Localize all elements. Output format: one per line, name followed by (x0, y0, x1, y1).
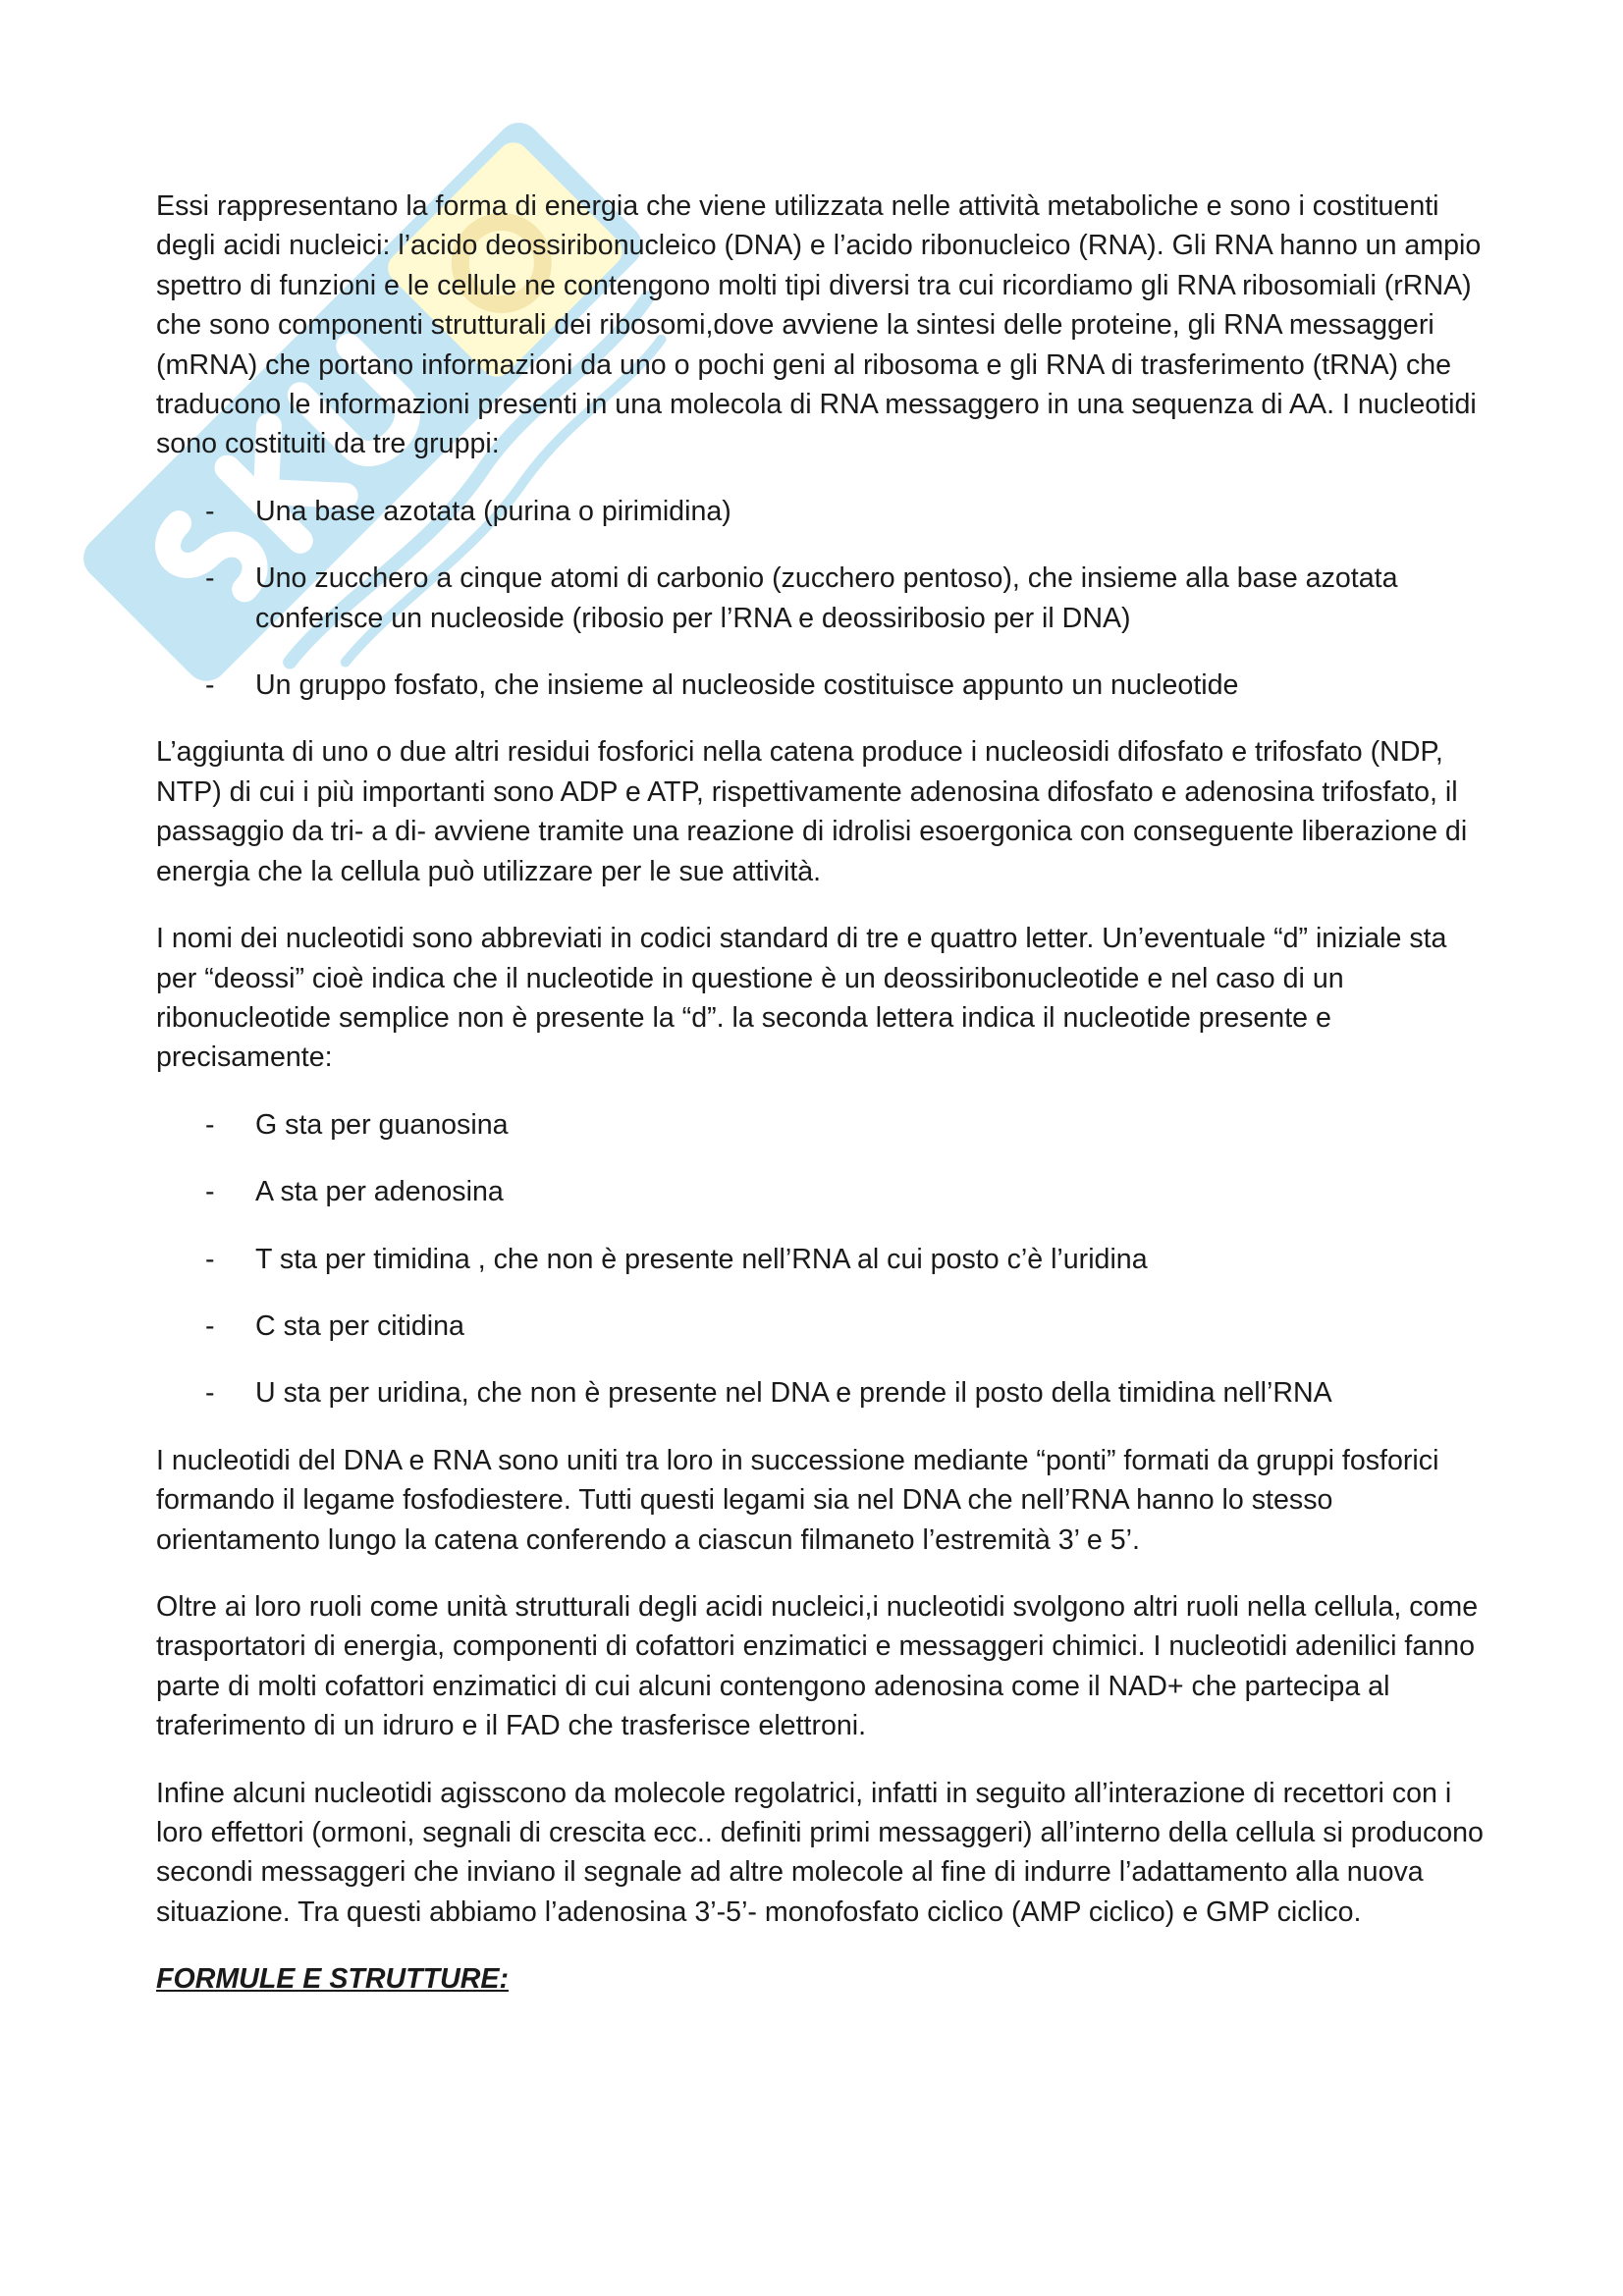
intro-paragraph: Essi rappresentano la forma di energia che viene utilizzata nelle attività metaboliche e sono i costituenti degli acidi nucleici: l’acido deossiribonucleico (DNA) e l’acido ribonucleico (RNA). Gli RNA hanno un ampio spettro di funzioni e le cellule ne contengono molti tipi diversi tra cui ricordiamo gli RNA ribosomiali (rRNA) che sono componenti strutturali dei ribosomi,dove avviene la sintesi delle proteine, gli RNA messaggeri (mRNA) che portano informazioni da uno o pochi geni al ribosoma e gli RNA di trasferimento (tRNA) che traducono le informazioni presenti in una molecola di RNA messaggero in una sequenza di AA. I nucleotidi sono costituiti da tre gruppi: (156, 190, 1482, 460)
bullet-dash: - (205, 1243, 215, 1275)
list-item (156, 1307, 1487, 1346)
list-item (156, 1373, 1487, 1413)
paragraph-other-roles: Oltre ai loro ruoli come unità strutturali degli acidi nucleici,i nucleotidi svolgono altri ruoli nella cellula, come trasportatori di energia, componenti di cofattori enzimatici e messaggeri chimici. I nucleotidi adenilici fanno parte di molti cofattori enzimatici di cui alcuni contengono adenosina come il NAD+ che partecipa al traferimento di un idruro e il FAD che trasferisce elettroni. (156, 1590, 1479, 1742)
bullet-dash: - (205, 1309, 215, 1342)
section-heading: FORMULE E STRUTTURE: (156, 1963, 509, 1996)
list-item (156, 1240, 1487, 1279)
document-page (156, 187, 1487, 2000)
list-item-text: Una base azotata (purina o pirimidina) (255, 495, 731, 527)
list-item-text: G sta per guanosina (255, 1108, 509, 1141)
bullet-dash: - (205, 669, 215, 702)
list-item (156, 1172, 1487, 1211)
list-item-text: C sta per citidina (255, 1309, 464, 1342)
list-item-text: U sta per uridina, che non è presente nel DNA e prende il posto della timidina nell’RNA (255, 1377, 1332, 1410)
nucleotide-letters-list (156, 1105, 1487, 1414)
bullet-dash: - (205, 1108, 215, 1141)
list-item (156, 1105, 1487, 1145)
paragraph-nucleotide-names: I nomi dei nucleotidi sono abbreviati in codici standard di tre e quattro letter. Un’eventuale “d” iniziale sta per “deossi” cioè indica che il nucleotide in questione è un deossiribonucleotide e nel caso di un ribonucleotide semplice non è presente la “d”. la seconda lettera indica il nucleotide presente e precisamente: (156, 923, 1447, 1074)
bullet-dash: - (205, 1176, 215, 1208)
paragraph-second-messengers: Infine alcuni nucleotidi agisscono da molecole regolatrici, infatti in seguito all’interazione di recettori con i loro effettori (ormoni, segnali di crescita ecc.. definiti primi messaggeri) all’interno della cellula si producono secondi messaggeri che inviano il segnale ad altre molecole al fine di indurre l’adattamento alla nuova situazione. Tra questi abbiamo l’adenosina 3’-5’- monofosfato ciclico (AMP ciclico) e GMP ciclico. (156, 1777, 1484, 1928)
nucleotide-groups-list (156, 492, 1487, 706)
paragraph-phosphodiester: I nucleotidi del DNA e RNA sono uniti tra loro in successione mediante “ponti” formati da gruppi fosforici formando il legame fosfodiestere. Tutti questi legami sia nel DNA che nell’RNA hanno lo stesso orientamento lungo la catena conferendo a ciascun filmaneto l’estremità 3’ e 5’. (156, 1444, 1439, 1556)
paragraph-phosphate: L’aggiunta di uno o due altri residui fosforici nella catena produce i nucleosidi difosfato e trifosfato (NDP, NTP) di cui i più importanti sono ADP e ATP, rispettivamente adenosina difosfato e adenosina trifosfato, il passaggio da tri- a di- avviene tramite una reazione di idrolisi esoergonica con conseguente liberazione di energia che la cellula può utilizzare per le sue attività. (156, 736, 1468, 887)
list-item-text: A sta per adenosina (255, 1176, 504, 1208)
list-item (156, 666, 1487, 705)
bullet-dash: - (205, 562, 215, 595)
list-item-text: T sta per timidina , che non è presente nell’RNA al cui posto c’è l’uridina (255, 1243, 1148, 1275)
bullet-dash: - (205, 1377, 215, 1410)
bullet-dash: - (205, 495, 215, 527)
list-item (156, 492, 1487, 531)
list-item (156, 559, 1487, 638)
list-item-text: Un gruppo fosfato, che insieme al nucleoside costituisce appunto un nucleotide (255, 669, 1239, 702)
list-item-text: Uno zucchero a cinque atomi di carbonio (zucchero pentoso), che insieme alla base azotata conferisce un nucleoside (ribosio per l’RNA e deossiribosio per il DNA) (255, 562, 1398, 634)
